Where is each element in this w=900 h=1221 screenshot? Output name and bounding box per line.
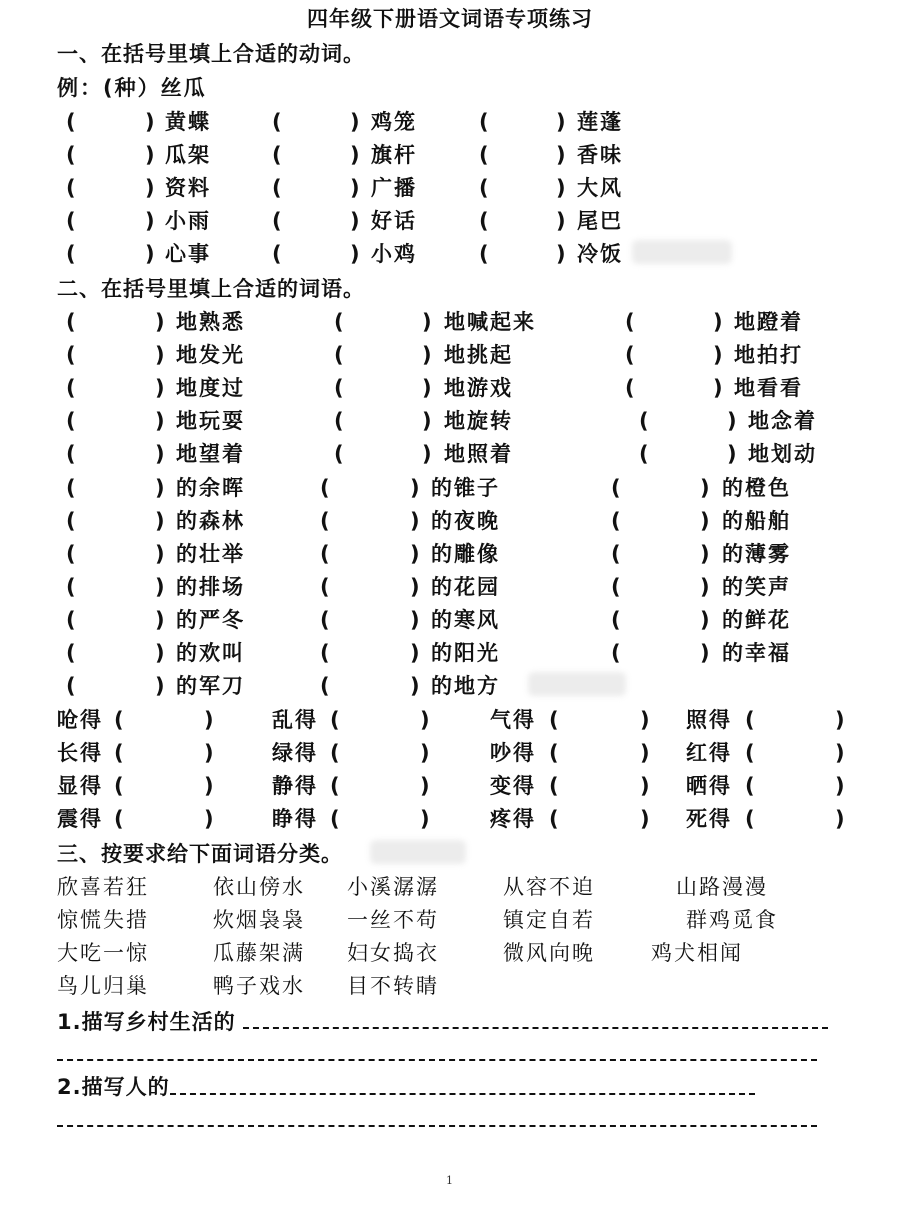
blank-open-paren[interactable]: (	[272, 110, 282, 134]
blank-close-paren[interactable]: )	[700, 608, 710, 632]
blank-close-paren[interactable]: )	[204, 741, 214, 765]
blank-close-paren[interactable]: )	[556, 209, 566, 233]
blank-close-paren[interactable]: )	[155, 674, 165, 698]
adjective-phrase-的寒风: 的寒风	[431, 608, 500, 632]
verb-object-资料: 资料	[165, 176, 211, 200]
blank-open-paren[interactable]: (	[611, 608, 621, 632]
blank-open-paren[interactable]: (	[66, 209, 76, 233]
adjective-phrase-的壮举: 的壮举	[176, 542, 245, 566]
idiom-鸟儿归巢: 鸟儿归巢	[57, 974, 149, 998]
blank-close-paren[interactable]: )	[556, 242, 566, 266]
blank-close-paren[interactable]: )	[350, 110, 360, 134]
blank-open-paren[interactable]: (	[66, 376, 76, 400]
blank-close-paren[interactable]: )	[422, 343, 432, 367]
blank-close-paren[interactable]: )	[155, 575, 165, 599]
blank-open-paren[interactable]: (	[611, 641, 621, 665]
verb-object-尾巴: 尾巴	[577, 209, 623, 233]
verb-object-好话: 好话	[371, 209, 417, 233]
idiom-山路漫漫: 山路漫漫	[676, 875, 768, 899]
blank-close-paren[interactable]: )	[410, 575, 420, 599]
blank-open-paren[interactable]: (	[272, 209, 282, 233]
adverb-phrase-地蹬着: 地蹬着	[734, 310, 803, 334]
blank-open-paren[interactable]: (	[66, 641, 76, 665]
blank-close-paren[interactable]: )	[835, 807, 845, 831]
blank-close-paren[interactable]: )	[145, 143, 155, 167]
blank-close-paren[interactable]: )	[556, 176, 566, 200]
idiom-群鸡觅食: 群鸡觅食	[686, 908, 778, 932]
blank-open-paren[interactable]: (	[66, 674, 76, 698]
blank-close-paren[interactable]: )	[700, 542, 710, 566]
blank-close-paren[interactable]: )	[155, 641, 165, 665]
blank-open-paren[interactable]: (	[549, 807, 559, 831]
blank-open-paren[interactable]: (	[66, 442, 76, 466]
blank-close-paren[interactable]: )	[713, 310, 723, 334]
blank-close-paren[interactable]: )	[700, 509, 710, 533]
blank-close-paren[interactable]: )	[640, 774, 650, 798]
adjective-phrase-的森林: 的森林	[176, 509, 245, 533]
blank-open-paren[interactable]: (	[479, 143, 489, 167]
blank-open-paren[interactable]: (	[334, 310, 344, 334]
blank-open-paren[interactable]: (	[745, 774, 755, 798]
idiom-惊慌失措: 惊慌失措	[57, 908, 149, 932]
blank-open-paren[interactable]: (	[330, 807, 340, 831]
blank-open-paren[interactable]: (	[479, 176, 489, 200]
adjective-phrase-的阳光: 的阳光	[431, 641, 500, 665]
blank-close-paren[interactable]: )	[410, 641, 420, 665]
blank-open-paren[interactable]: (	[639, 409, 649, 433]
idiom-微风向晚: 微风向晚	[503, 941, 595, 965]
blank-close-paren[interactable]: )	[350, 209, 360, 233]
answer-line-1a	[243, 1027, 828, 1029]
blank-open-paren[interactable]: (	[625, 343, 635, 367]
answer-line-2a	[170, 1093, 755, 1095]
verb-object-心事: 心事	[165, 242, 211, 266]
verb-object-小雨: 小雨	[165, 209, 211, 233]
idiom-目不转睛: 目不转睛	[347, 974, 439, 998]
verb-object-瓜架: 瓜架	[165, 143, 211, 167]
complement-word-显得: 显得	[57, 774, 103, 798]
adjective-phrase-的地方: 的地方	[431, 674, 500, 698]
blank-open-paren[interactable]: (	[320, 575, 330, 599]
smudge	[632, 240, 732, 264]
blank-open-paren[interactable]: (	[479, 110, 489, 134]
blank-close-paren[interactable]: )	[640, 708, 650, 732]
idiom-镇定自若: 镇定自若	[503, 908, 595, 932]
idiom-从容不迫: 从容不迫	[503, 875, 595, 899]
adjective-phrase-的夜晚: 的夜晚	[431, 509, 500, 533]
adverb-phrase-地游戏: 地游戏	[444, 376, 513, 400]
verb-object-莲蓬: 莲蓬	[577, 110, 623, 134]
adjective-phrase-的军刀: 的军刀	[176, 674, 245, 698]
blank-close-paren[interactable]: )	[155, 608, 165, 632]
blank-open-paren[interactable]: (	[330, 774, 340, 798]
blank-open-paren[interactable]: (	[639, 442, 649, 466]
blank-open-paren[interactable]: (	[320, 674, 330, 698]
adverb-phrase-地念着: 地念着	[748, 409, 817, 433]
blank-open-paren[interactable]: (	[334, 376, 344, 400]
blank-open-paren[interactable]: (	[334, 442, 344, 466]
section-1-example: 例：(种）丝瓜	[57, 76, 207, 100]
blank-open-paren[interactable]: (	[320, 509, 330, 533]
verb-object-鸡笼: 鸡笼	[371, 110, 417, 134]
blank-open-paren[interactable]: (	[272, 176, 282, 200]
blank-open-paren[interactable]: (	[114, 774, 124, 798]
blank-close-paren[interactable]: )	[204, 807, 214, 831]
smudge	[528, 672, 626, 696]
blank-open-paren[interactable]: (	[114, 807, 124, 831]
blank-open-paren[interactable]: (	[479, 242, 489, 266]
adjective-phrase-的薄雾: 的薄雾	[722, 542, 791, 566]
adjective-phrase-的船舶: 的船舶	[722, 509, 791, 533]
blank-close-paren[interactable]: )	[835, 741, 845, 765]
blank-close-paren[interactable]: )	[145, 242, 155, 266]
adverb-phrase-地喊起来: 地喊起来	[444, 310, 536, 334]
blank-open-paren[interactable]: (	[625, 310, 635, 334]
adjective-phrase-的花园: 的花园	[431, 575, 500, 599]
idiom-瓜藤架满: 瓜藤架满	[213, 941, 305, 965]
blank-close-paren[interactable]: )	[700, 641, 710, 665]
blank-open-paren[interactable]: (	[66, 542, 76, 566]
blank-close-paren[interactable]: )	[420, 708, 430, 732]
section-2-heading: 二、在括号里填上合适的词语。	[57, 277, 365, 301]
idiom-妇女捣衣: 妇女捣衣	[347, 941, 439, 965]
blank-open-paren[interactable]: (	[272, 143, 282, 167]
blank-close-paren[interactable]: )	[422, 409, 432, 433]
blank-close-paren[interactable]: )	[727, 442, 737, 466]
blank-open-paren[interactable]: (	[114, 708, 124, 732]
adjective-phrase-的雕像: 的雕像	[431, 542, 500, 566]
blank-open-paren[interactable]: (	[320, 608, 330, 632]
blank-open-paren[interactable]: (	[611, 575, 621, 599]
section-3-heading: 三、按要求给下面词语分类。	[57, 842, 343, 866]
blank-close-paren[interactable]: )	[700, 575, 710, 599]
blank-open-paren[interactable]: (	[745, 807, 755, 831]
blank-open-paren[interactable]: (	[611, 476, 621, 500]
verb-object-小鸡: 小鸡	[371, 242, 417, 266]
blank-open-paren[interactable]: (	[66, 575, 76, 599]
blank-close-paren[interactable]: )	[204, 708, 214, 732]
answer-line-2b	[57, 1125, 817, 1127]
blank-open-paren[interactable]: (	[611, 542, 621, 566]
blank-close-paren[interactable]: )	[713, 376, 723, 400]
complement-word-乱得: 乱得	[272, 708, 318, 732]
idiom-鸡犬相闻: 鸡犬相闻	[651, 941, 743, 965]
complement-word-吵得: 吵得	[490, 741, 536, 765]
adjective-phrase-的幸福: 的幸福	[722, 641, 791, 665]
adverb-phrase-地看看: 地看看	[734, 376, 803, 400]
blank-close-paren[interactable]: )	[420, 774, 430, 798]
complement-word-静得: 静得	[272, 774, 318, 798]
blank-close-paren[interactable]: )	[640, 807, 650, 831]
blank-close-paren[interactable]: )	[422, 310, 432, 334]
blank-open-paren[interactable]: (	[66, 176, 76, 200]
blank-close-paren[interactable]: )	[556, 143, 566, 167]
blank-open-paren[interactable]: (	[66, 509, 76, 533]
complement-word-晒得: 晒得	[686, 774, 732, 798]
blank-close-paren[interactable]: )	[350, 143, 360, 167]
blank-close-paren[interactable]: )	[640, 741, 650, 765]
verb-object-大风: 大风	[577, 176, 623, 200]
adjective-phrase-的严冬: 的严冬	[176, 608, 245, 632]
adverb-phrase-地挑起: 地挑起	[444, 343, 513, 367]
complement-word-变得: 变得	[490, 774, 536, 798]
blank-close-paren[interactable]: )	[155, 343, 165, 367]
adjective-phrase-的鲜花: 的鲜花	[722, 608, 791, 632]
idiom-依山傍水: 依山傍水	[213, 875, 305, 899]
verb-object-黄蝶: 黄蝶	[165, 110, 211, 134]
adverb-phrase-地发光: 地发光	[176, 343, 245, 367]
idiom-欣喜若狂: 欣喜若狂	[57, 875, 149, 899]
blank-open-paren[interactable]: (	[745, 708, 755, 732]
blank-close-paren[interactable]: )	[835, 774, 845, 798]
idiom-小溪潺潺: 小溪潺潺	[347, 875, 439, 899]
blank-close-paren[interactable]: )	[155, 376, 165, 400]
complement-word-绿得: 绿得	[272, 741, 318, 765]
blank-open-paren[interactable]: (	[611, 509, 621, 533]
blank-open-paren[interactable]: (	[549, 708, 559, 732]
blank-open-paren[interactable]: (	[66, 409, 76, 433]
adjective-phrase-的欢叫: 的欢叫	[176, 641, 245, 665]
blank-open-paren[interactable]: (	[625, 376, 635, 400]
question-2-label: 2.描写人的	[57, 1075, 170, 1099]
blank-close-paren[interactable]: )	[727, 409, 737, 433]
verb-object-旗杆: 旗杆	[371, 143, 417, 167]
blank-open-paren[interactable]: (	[479, 209, 489, 233]
blank-open-paren[interactable]: (	[334, 409, 344, 433]
complement-word-红得: 红得	[686, 741, 732, 765]
blank-open-paren[interactable]: (	[66, 110, 76, 134]
idiom-炊烟袅袅: 炊烟袅袅	[213, 908, 305, 932]
blank-close-paren[interactable]: )	[422, 442, 432, 466]
complement-word-疼得: 疼得	[490, 807, 536, 831]
blank-open-paren[interactable]: (	[272, 242, 282, 266]
adverb-phrase-地划动: 地划动	[748, 442, 817, 466]
adjective-phrase-的橙色: 的橙色	[722, 476, 791, 500]
blank-close-paren[interactable]: )	[410, 542, 420, 566]
adjective-phrase-的余晖: 的余晖	[176, 476, 245, 500]
adverb-phrase-地玩耍: 地玩耍	[176, 409, 245, 433]
idiom-大吃一惊: 大吃一惊	[57, 941, 149, 965]
idiom-鸭子戏水: 鸭子戏水	[213, 974, 305, 998]
blank-open-paren[interactable]: (	[549, 774, 559, 798]
adjective-phrase-的笑声: 的笑声	[722, 575, 791, 599]
blank-close-paren[interactable]: )	[155, 542, 165, 566]
blank-close-paren[interactable]: )	[410, 476, 420, 500]
blank-close-paren[interactable]: )	[420, 741, 430, 765]
blank-close-paren[interactable]: )	[145, 110, 155, 134]
blank-open-paren[interactable]: (	[66, 476, 76, 500]
blank-close-paren[interactable]: )	[556, 110, 566, 134]
answer-line-1b	[57, 1059, 817, 1061]
blank-close-paren[interactable]: )	[155, 409, 165, 433]
blank-open-paren[interactable]: (	[66, 143, 76, 167]
blank-open-paren[interactable]: (	[330, 708, 340, 732]
adverb-phrase-地旋转: 地旋转	[444, 409, 513, 433]
blank-open-paren[interactable]: (	[334, 343, 344, 367]
adverb-phrase-地熟悉: 地熟悉	[176, 310, 245, 334]
adverb-phrase-地度过: 地度过	[176, 376, 245, 400]
blank-close-paren[interactable]: )	[155, 509, 165, 533]
section-1-heading: 一、在括号里填上合适的动词。	[57, 42, 365, 66]
blank-close-paren[interactable]: )	[155, 476, 165, 500]
blank-close-paren[interactable]: )	[713, 343, 723, 367]
blank-open-paren[interactable]: (	[330, 741, 340, 765]
blank-close-paren[interactable]: )	[410, 509, 420, 533]
blank-open-paren[interactable]: (	[66, 343, 76, 367]
blank-open-paren[interactable]: (	[66, 608, 76, 632]
complement-word-照得: 照得	[686, 708, 732, 732]
idiom-一丝不苟: 一丝不苟	[347, 908, 439, 932]
blank-open-paren[interactable]: (	[320, 641, 330, 665]
blank-close-paren[interactable]: )	[410, 608, 420, 632]
adjective-phrase-的排场: 的排场	[176, 575, 245, 599]
blank-close-paren[interactable]: )	[155, 442, 165, 466]
adjective-phrase-的锥子: 的锥子	[431, 476, 500, 500]
page-number: 1	[446, 1174, 453, 1187]
blank-close-paren[interactable]: )	[410, 674, 420, 698]
blank-close-paren[interactable]: )	[700, 476, 710, 500]
page-title: 四年级下册语文词语专项练习	[307, 7, 593, 31]
blank-open-paren[interactable]: (	[66, 242, 76, 266]
blank-open-paren[interactable]: (	[549, 741, 559, 765]
question-1-label: 1.描写乡村生活的	[57, 1010, 236, 1034]
blank-open-paren[interactable]: (	[320, 476, 330, 500]
verb-object-香味: 香味	[577, 143, 623, 167]
blank-open-paren[interactable]: (	[66, 310, 76, 334]
complement-word-震得: 震得	[57, 807, 103, 831]
verb-object-广播: 广播	[371, 176, 417, 200]
blank-open-paren[interactable]: (	[320, 542, 330, 566]
blank-close-paren[interactable]: )	[835, 708, 845, 732]
blank-close-paren[interactable]: )	[420, 807, 430, 831]
verb-object-冷饭: 冷饭	[577, 242, 623, 266]
blank-open-paren[interactable]: (	[114, 741, 124, 765]
adverb-phrase-地望着: 地望着	[176, 442, 245, 466]
blank-close-paren[interactable]: )	[145, 176, 155, 200]
blank-close-paren[interactable]: )	[422, 376, 432, 400]
adverb-phrase-地照着: 地照着	[444, 442, 513, 466]
blank-close-paren[interactable]: )	[155, 310, 165, 334]
blank-open-paren[interactable]: (	[745, 741, 755, 765]
complement-word-长得: 长得	[57, 741, 103, 765]
blank-close-paren[interactable]: )	[350, 176, 360, 200]
blank-close-paren[interactable]: )	[350, 242, 360, 266]
complement-word-死得: 死得	[686, 807, 732, 831]
blank-close-paren[interactable]: )	[145, 209, 155, 233]
complement-word-睁得: 睁得	[272, 807, 318, 831]
smudge	[370, 840, 466, 864]
blank-close-paren[interactable]: )	[204, 774, 214, 798]
adverb-phrase-地拍打: 地拍打	[734, 343, 803, 367]
complement-word-呛得: 呛得	[57, 708, 103, 732]
complement-word-气得: 气得	[490, 708, 536, 732]
